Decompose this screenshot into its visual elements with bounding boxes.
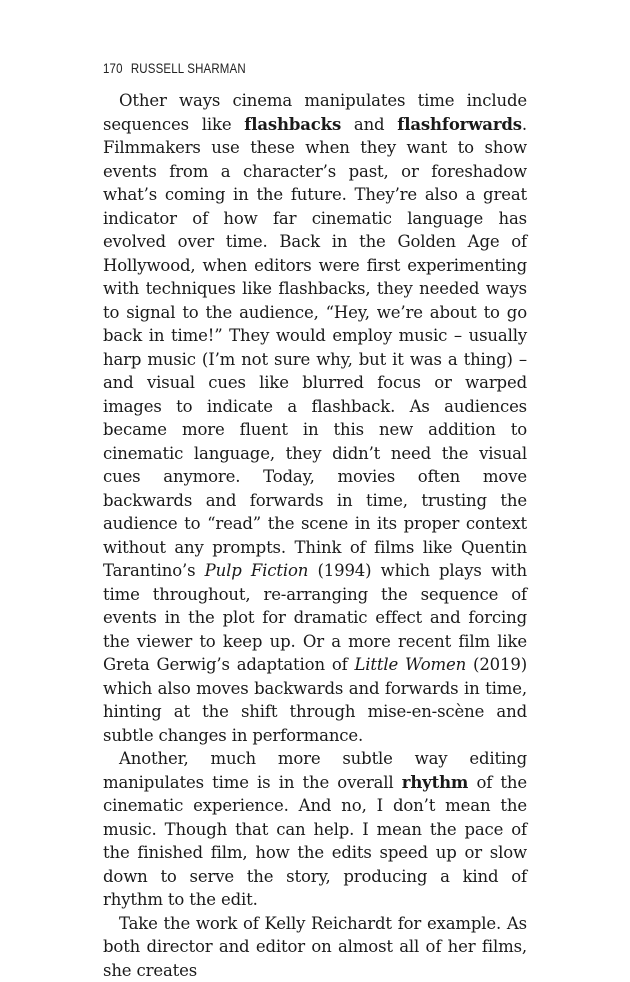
text-run: (2019) which also moves backwards and forwards in time, hinting at the shift through mise-en-scène and subtle changes in performance.	[103, 655, 527, 745]
paragraph-flashbacks	[103, 89, 527, 747]
term-flashbacks: flashbacks	[244, 115, 341, 134]
page-number: 170	[103, 60, 123, 76]
paragraph-reichardt	[103, 912, 527, 982]
running-head	[103, 60, 246, 76]
text-run: (1994) which plays with time throughout, re-arranging the sequence of events in the plot for dramatic effect and forcing the viewer to keep up. Or a more recent film like Greta Gerwig’s adaptation of	[103, 561, 527, 674]
text-run: Other ways cinema manipulates time include sequences like	[103, 91, 527, 134]
text-run: of the cinematic experience. And no, I don’t mean the music. Though that can help. I mean the pace of the finished film, how the edits speed up or slow down to serve the story, producing a kind of rhythm to the edit.	[103, 773, 527, 910]
text-run: and	[341, 115, 397, 134]
term-rhythm: rhythm	[402, 773, 468, 792]
text-run: Another, much more subtle way editing manipulates time is in the overall	[103, 749, 527, 792]
body-text	[103, 89, 527, 982]
author-name: RUSSELL SHARMAN	[131, 60, 246, 76]
text-run: Take the work of Kelly Reichardt for example. As both director and editor on almost all of her films, she creates	[103, 914, 527, 980]
film-title-little-women: Little Women	[355, 655, 467, 674]
text-run: . Filmmakers use these when they want to show events from a character’s past, or foreshadow what’s coming in the future. They’re also a great indicator of how far cinematic language has evolved over time. Back in the Golden Age of Hollywood, when editors were first experimenting with techniques like flashbacks, they needed ways to signal to the audience, “Hey, we’re about to go back in time!” They would employ music – usually harp music (I’m not sure why, but it was a thing) – and visual cues like blurred focus or warped images to indicate a flashback. As audiences became more fluent in this new addition to cinematic language, they didn’t need the visual cues anymore. Today, movies often move backwards and forwards in time, trusting the audience to “read” the scene in its proper context without any prompts. Think of films like Quentin Tarantino’s	[103, 115, 527, 581]
film-title-pulp-fiction: Pulp Fiction	[205, 561, 309, 580]
paragraph-rhythm	[103, 747, 527, 912]
term-flashforwards: flashforwards	[397, 115, 522, 134]
